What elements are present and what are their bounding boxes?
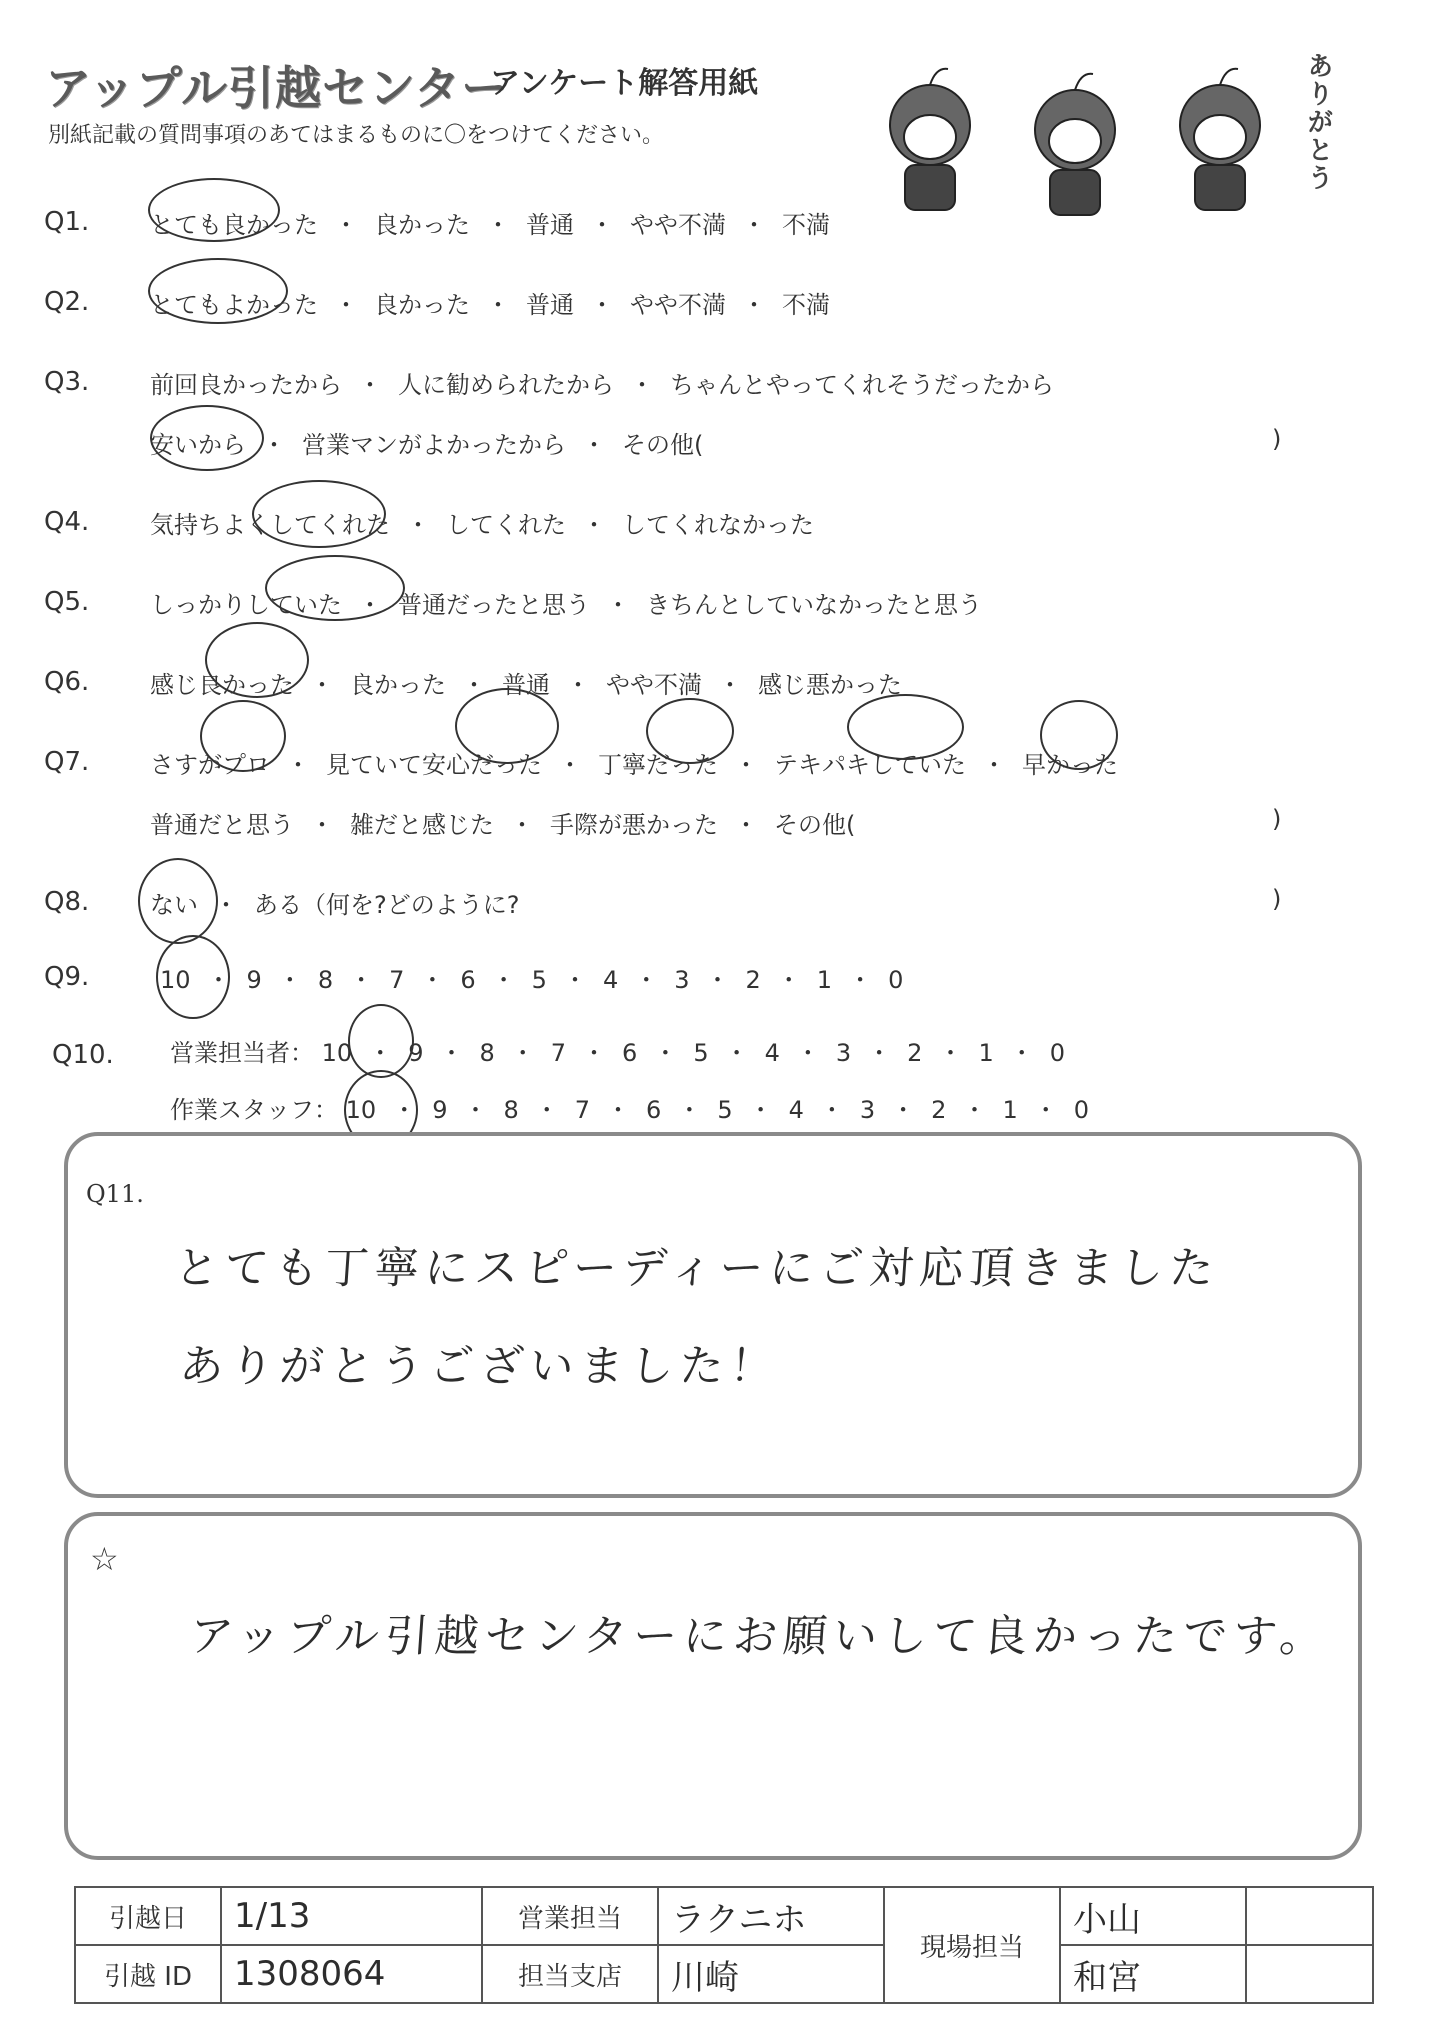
closing-paren: ) bbox=[1272, 885, 1282, 913]
option-separator: ・ bbox=[634, 966, 659, 994]
answer-option[interactable]: 7 bbox=[389, 966, 405, 994]
answer-option[interactable]: 普通 bbox=[502, 671, 550, 699]
question-label: Q2. bbox=[44, 287, 90, 317]
answer-option[interactable]: 良かった bbox=[374, 291, 470, 319]
answer-option[interactable]: 普通だと思う bbox=[150, 811, 294, 839]
option-separator: ・ bbox=[334, 211, 358, 239]
option-separator: ・ bbox=[734, 751, 758, 779]
monkey-icon bbox=[890, 69, 970, 210]
question-label: Q3. bbox=[44, 367, 90, 397]
monkey-icon bbox=[1035, 74, 1115, 215]
q11-handwritten-line: ありがとうございました！ bbox=[177, 1341, 782, 1392]
branch-label: 担当支店 bbox=[482, 1945, 658, 2003]
option-separator: ・ bbox=[206, 966, 231, 994]
mascot-monkeys-illustration bbox=[860, 55, 1360, 225]
rating-option[interactable]: 8 bbox=[503, 1096, 519, 1124]
closing-paren: ) bbox=[1272, 805, 1282, 833]
question-options-row bbox=[150, 745, 1118, 780]
option-separator: ・ bbox=[891, 1096, 916, 1124]
selection-circle bbox=[252, 480, 386, 548]
free-comment-box bbox=[64, 1512, 1362, 1860]
rating-option[interactable]: 5 bbox=[717, 1096, 733, 1124]
rating-option[interactable]: 1 bbox=[978, 1039, 994, 1067]
question-label: Q4. bbox=[44, 507, 90, 537]
sales-value: ラクニホ bbox=[658, 1887, 884, 1945]
option-separator: ・ bbox=[776, 966, 801, 994]
answer-option[interactable]: やや不満 bbox=[630, 291, 726, 319]
option-separator: ・ bbox=[486, 211, 510, 239]
answer-option[interactable]: 見ていて安心だった bbox=[326, 751, 542, 779]
answer-option[interactable]: してくれた bbox=[446, 511, 566, 539]
option-separator: ・ bbox=[420, 966, 445, 994]
answer-option[interactable]: 0 bbox=[888, 966, 904, 994]
option-separator: ・ bbox=[742, 291, 766, 319]
q10-staff-row bbox=[170, 1090, 1089, 1125]
moving-date-value: 1/13 bbox=[221, 1887, 482, 1945]
answer-option[interactable]: 良かった bbox=[350, 671, 446, 699]
moving-date-label: 引越日 bbox=[75, 1887, 221, 1945]
answer-option[interactable]: 1 bbox=[816, 966, 833, 994]
rating-option[interactable]: 1 bbox=[1002, 1096, 1018, 1124]
answer-option[interactable]: とても良かった bbox=[150, 211, 318, 239]
option-separator: ・ bbox=[463, 1096, 488, 1124]
rating-option[interactable]: 6 bbox=[646, 1096, 662, 1124]
option-separator: ・ bbox=[962, 1096, 987, 1124]
option-separator: ・ bbox=[358, 371, 382, 399]
option-separator: ・ bbox=[630, 371, 654, 399]
answer-option[interactable]: しっかりしていた bbox=[150, 591, 342, 619]
option-separator: ・ bbox=[562, 966, 587, 994]
q10-row-name: 営業担当者： bbox=[170, 1039, 314, 1067]
option-separator: ・ bbox=[590, 211, 614, 239]
option-separator: ・ bbox=[406, 511, 430, 539]
question-label: Q8. bbox=[44, 887, 90, 917]
question-options-row bbox=[160, 960, 903, 995]
answer-option[interactable]: 人に勧められたから bbox=[398, 371, 614, 399]
answer-option[interactable]: 手際が悪かった bbox=[550, 811, 718, 839]
answer-option[interactable]: 5 bbox=[531, 966, 547, 994]
answer-option[interactable]: 不満 bbox=[782, 211, 830, 239]
answer-option[interactable]: 10 bbox=[160, 966, 191, 994]
option-separator: ・ bbox=[534, 1096, 559, 1124]
option-separator: ・ bbox=[734, 811, 758, 839]
answer-option[interactable]: 普通 bbox=[526, 211, 574, 239]
option-separator: ・ bbox=[848, 966, 873, 994]
rating-option[interactable]: 6 bbox=[622, 1039, 638, 1067]
option-separator: ・ bbox=[310, 671, 334, 699]
answer-option[interactable]: 3 bbox=[674, 966, 690, 994]
option-separator: ・ bbox=[1033, 1096, 1058, 1124]
answer-option[interactable]: 4 bbox=[602, 966, 619, 994]
selection-circle bbox=[646, 698, 734, 764]
selection-circle bbox=[455, 688, 559, 764]
question-options-row bbox=[150, 505, 814, 540]
answer-option[interactable]: 普通だったと思う bbox=[398, 591, 590, 619]
option-separator: ・ bbox=[606, 1096, 631, 1124]
answer-option[interactable]: やや不満 bbox=[606, 671, 702, 699]
rating-option[interactable]: 0 bbox=[1049, 1039, 1065, 1067]
answer-option[interactable]: 6 bbox=[460, 966, 476, 994]
option-separator: ・ bbox=[310, 811, 334, 839]
answer-option[interactable]: 気持ちよくしてくれた bbox=[150, 511, 390, 539]
rating-option[interactable]: 4 bbox=[764, 1039, 780, 1067]
site-staff-extra-1 bbox=[1246, 1887, 1373, 1945]
rating-option[interactable]: 9 bbox=[408, 1039, 424, 1067]
rating-option[interactable]: 3 bbox=[859, 1096, 876, 1124]
answer-option[interactable]: とてもよかった bbox=[150, 291, 318, 319]
selection-circle bbox=[148, 178, 280, 242]
rating-option[interactable]: 4 bbox=[788, 1096, 804, 1124]
option-separator: ・ bbox=[705, 966, 730, 994]
rating-option[interactable]: 2 bbox=[907, 1039, 923, 1067]
company-title: アップル引越センター bbox=[45, 61, 509, 115]
option-separator: ・ bbox=[582, 511, 606, 539]
answer-option[interactable]: 感じ良かった bbox=[150, 671, 294, 699]
option-separator: ・ bbox=[606, 591, 630, 619]
option-separator: ・ bbox=[867, 1039, 892, 1067]
rating-scale bbox=[322, 1039, 1065, 1067]
answer-option[interactable]: ない bbox=[150, 891, 198, 919]
question-label: Q10. bbox=[52, 1040, 114, 1070]
option-separator: ・ bbox=[653, 1039, 678, 1067]
selection-circle bbox=[348, 1004, 414, 1078]
answer-option[interactable]: 8 bbox=[317, 966, 334, 994]
answer-option[interactable]: テキパキしていた bbox=[774, 751, 966, 779]
option-separator: ・ bbox=[262, 431, 286, 459]
option-separator: ・ bbox=[510, 1039, 535, 1067]
answer-option[interactable]: 不満 bbox=[782, 291, 830, 319]
answer-option[interactable]: 感じ悪かった bbox=[758, 671, 902, 699]
selection-circle bbox=[265, 555, 405, 621]
moving-id-value: 1308064 bbox=[221, 1945, 482, 2003]
option-separator: ・ bbox=[795, 1039, 820, 1067]
option-separator: ・ bbox=[724, 1039, 749, 1067]
option-separator: ・ bbox=[334, 291, 358, 319]
sales-label: 営業担当 bbox=[482, 1887, 658, 1945]
q11-label: Q11. bbox=[86, 1180, 144, 1208]
answer-option[interactable]: 早かった bbox=[1022, 751, 1118, 779]
selection-circle bbox=[847, 694, 964, 760]
option-separator: ・ bbox=[286, 751, 310, 779]
answer-option[interactable]: 雑だと感じた bbox=[350, 811, 494, 839]
rating-option[interactable]: 5 bbox=[693, 1039, 709, 1067]
rating-option[interactable]: 8 bbox=[479, 1039, 495, 1067]
option-separator: ・ bbox=[819, 1096, 844, 1124]
selection-circle bbox=[200, 700, 286, 772]
rating-option[interactable]: 0 bbox=[1073, 1096, 1089, 1124]
option-separator: ・ bbox=[358, 591, 382, 619]
star-icon: ☆ bbox=[90, 1540, 119, 1578]
selection-circle bbox=[138, 858, 218, 944]
option-separator: ・ bbox=[214, 891, 238, 919]
option-separator: ・ bbox=[982, 751, 1006, 779]
question-label: Q5. bbox=[44, 587, 90, 617]
closing-paren: ) bbox=[1272, 425, 1282, 453]
thanks-text: ありがとう bbox=[1303, 52, 1333, 192]
option-separator: ・ bbox=[349, 966, 374, 994]
question-options-row bbox=[150, 365, 1054, 400]
monkey-icon bbox=[1180, 69, 1260, 210]
option-separator: ・ bbox=[510, 811, 534, 839]
site-staff-value-2: 和宮 bbox=[1060, 1945, 1246, 2003]
answer-option[interactable]: さすがプロ bbox=[150, 751, 270, 779]
option-separator: ・ bbox=[677, 1096, 702, 1124]
answer-option[interactable]: その他( bbox=[622, 431, 704, 459]
option-separator: ・ bbox=[439, 1039, 464, 1067]
rating-option[interactable]: 2 bbox=[931, 1096, 947, 1124]
question-label: Q9. bbox=[44, 962, 90, 992]
site-staff-extra-2 bbox=[1246, 1945, 1373, 2003]
option-separator: ・ bbox=[582, 431, 606, 459]
question-label: Q6. bbox=[44, 667, 90, 697]
rating-option[interactable]: 9 bbox=[432, 1096, 448, 1124]
form-subtitle: アンケート解答用紙 bbox=[490, 66, 759, 101]
option-separator: ・ bbox=[582, 1039, 607, 1067]
option-separator: ・ bbox=[590, 291, 614, 319]
option-separator: ・ bbox=[392, 1096, 417, 1124]
answer-option[interactable]: 前回良かったから bbox=[150, 371, 342, 399]
answer-option[interactable]: 丁寧だった bbox=[598, 751, 718, 779]
site-staff-value-1: 小山 bbox=[1060, 1887, 1246, 1945]
answer-option[interactable]: 2 bbox=[745, 966, 761, 994]
answer-option[interactable]: ちゃんとやってくれそうだったから bbox=[670, 371, 1054, 399]
branch-value: 川崎 bbox=[658, 1945, 884, 2003]
question-label: Q1. bbox=[44, 207, 90, 237]
rating-option[interactable]: 7 bbox=[550, 1039, 567, 1067]
selection-circle bbox=[148, 258, 288, 324]
option-separator: ・ bbox=[368, 1039, 393, 1067]
option-separator: ・ bbox=[558, 751, 582, 779]
answer-option[interactable]: やや不満 bbox=[630, 211, 726, 239]
option-separator: ・ bbox=[718, 671, 742, 699]
rating-option[interactable]: 3 bbox=[835, 1039, 852, 1067]
option-separator: ・ bbox=[566, 671, 590, 699]
option-separator: ・ bbox=[742, 211, 766, 239]
answer-option[interactable]: してくれなかった bbox=[622, 511, 814, 539]
answer-option[interactable]: その他( bbox=[774, 811, 856, 839]
rating-option[interactable]: 10 bbox=[321, 1039, 353, 1067]
q11-comment-box bbox=[64, 1132, 1362, 1498]
rating-scale bbox=[346, 1096, 1089, 1124]
option-separator: ・ bbox=[462, 671, 486, 699]
answer-option[interactable]: 普通 bbox=[526, 291, 574, 319]
option-separator: ・ bbox=[1009, 1039, 1034, 1067]
moving-info-table bbox=[74, 1886, 1374, 2004]
option-separator: ・ bbox=[748, 1096, 773, 1124]
selection-circle bbox=[205, 622, 309, 698]
free-comment-handwritten: アップル引越センターにお願いして良かったです。 bbox=[187, 1611, 1332, 1662]
form-instruction: 別紙記載の質問事項のあてはまるものに〇をつけてください。 bbox=[48, 123, 665, 148]
option-separator: ・ bbox=[277, 966, 302, 994]
rating-option[interactable]: 10 bbox=[345, 1096, 377, 1124]
site-staff-label: 現場担当 bbox=[884, 1887, 1060, 2003]
answer-option[interactable]: 営業マンがよかったから bbox=[302, 431, 566, 459]
selection-circle bbox=[156, 935, 230, 1019]
answer-option[interactable]: 良かった bbox=[374, 211, 470, 239]
moving-id-label: 引越 ID bbox=[75, 1945, 221, 2003]
option-separator: ・ bbox=[486, 291, 510, 319]
question-label: Q7. bbox=[44, 747, 90, 777]
selection-circle bbox=[150, 405, 264, 471]
q11-handwritten-line: とても丁寧にスピーディーにご対応頂きました bbox=[172, 1243, 1222, 1294]
question-options-row bbox=[150, 805, 855, 840]
answer-option[interactable]: ある（何を?どのように? bbox=[254, 891, 520, 919]
answer-option[interactable]: 9 bbox=[246, 966, 262, 994]
option-separator: ・ bbox=[491, 966, 516, 994]
q10-row-name: 作業スタッフ： bbox=[170, 1096, 338, 1124]
answer-option[interactable]: きちんとしていなかったと思う bbox=[646, 591, 982, 619]
rating-option[interactable]: 7 bbox=[574, 1096, 591, 1124]
option-separator: ・ bbox=[938, 1039, 963, 1067]
selection-circle bbox=[1040, 700, 1118, 770]
q10-sales-row bbox=[170, 1033, 1065, 1068]
answer-option[interactable]: 安いから bbox=[150, 431, 246, 459]
